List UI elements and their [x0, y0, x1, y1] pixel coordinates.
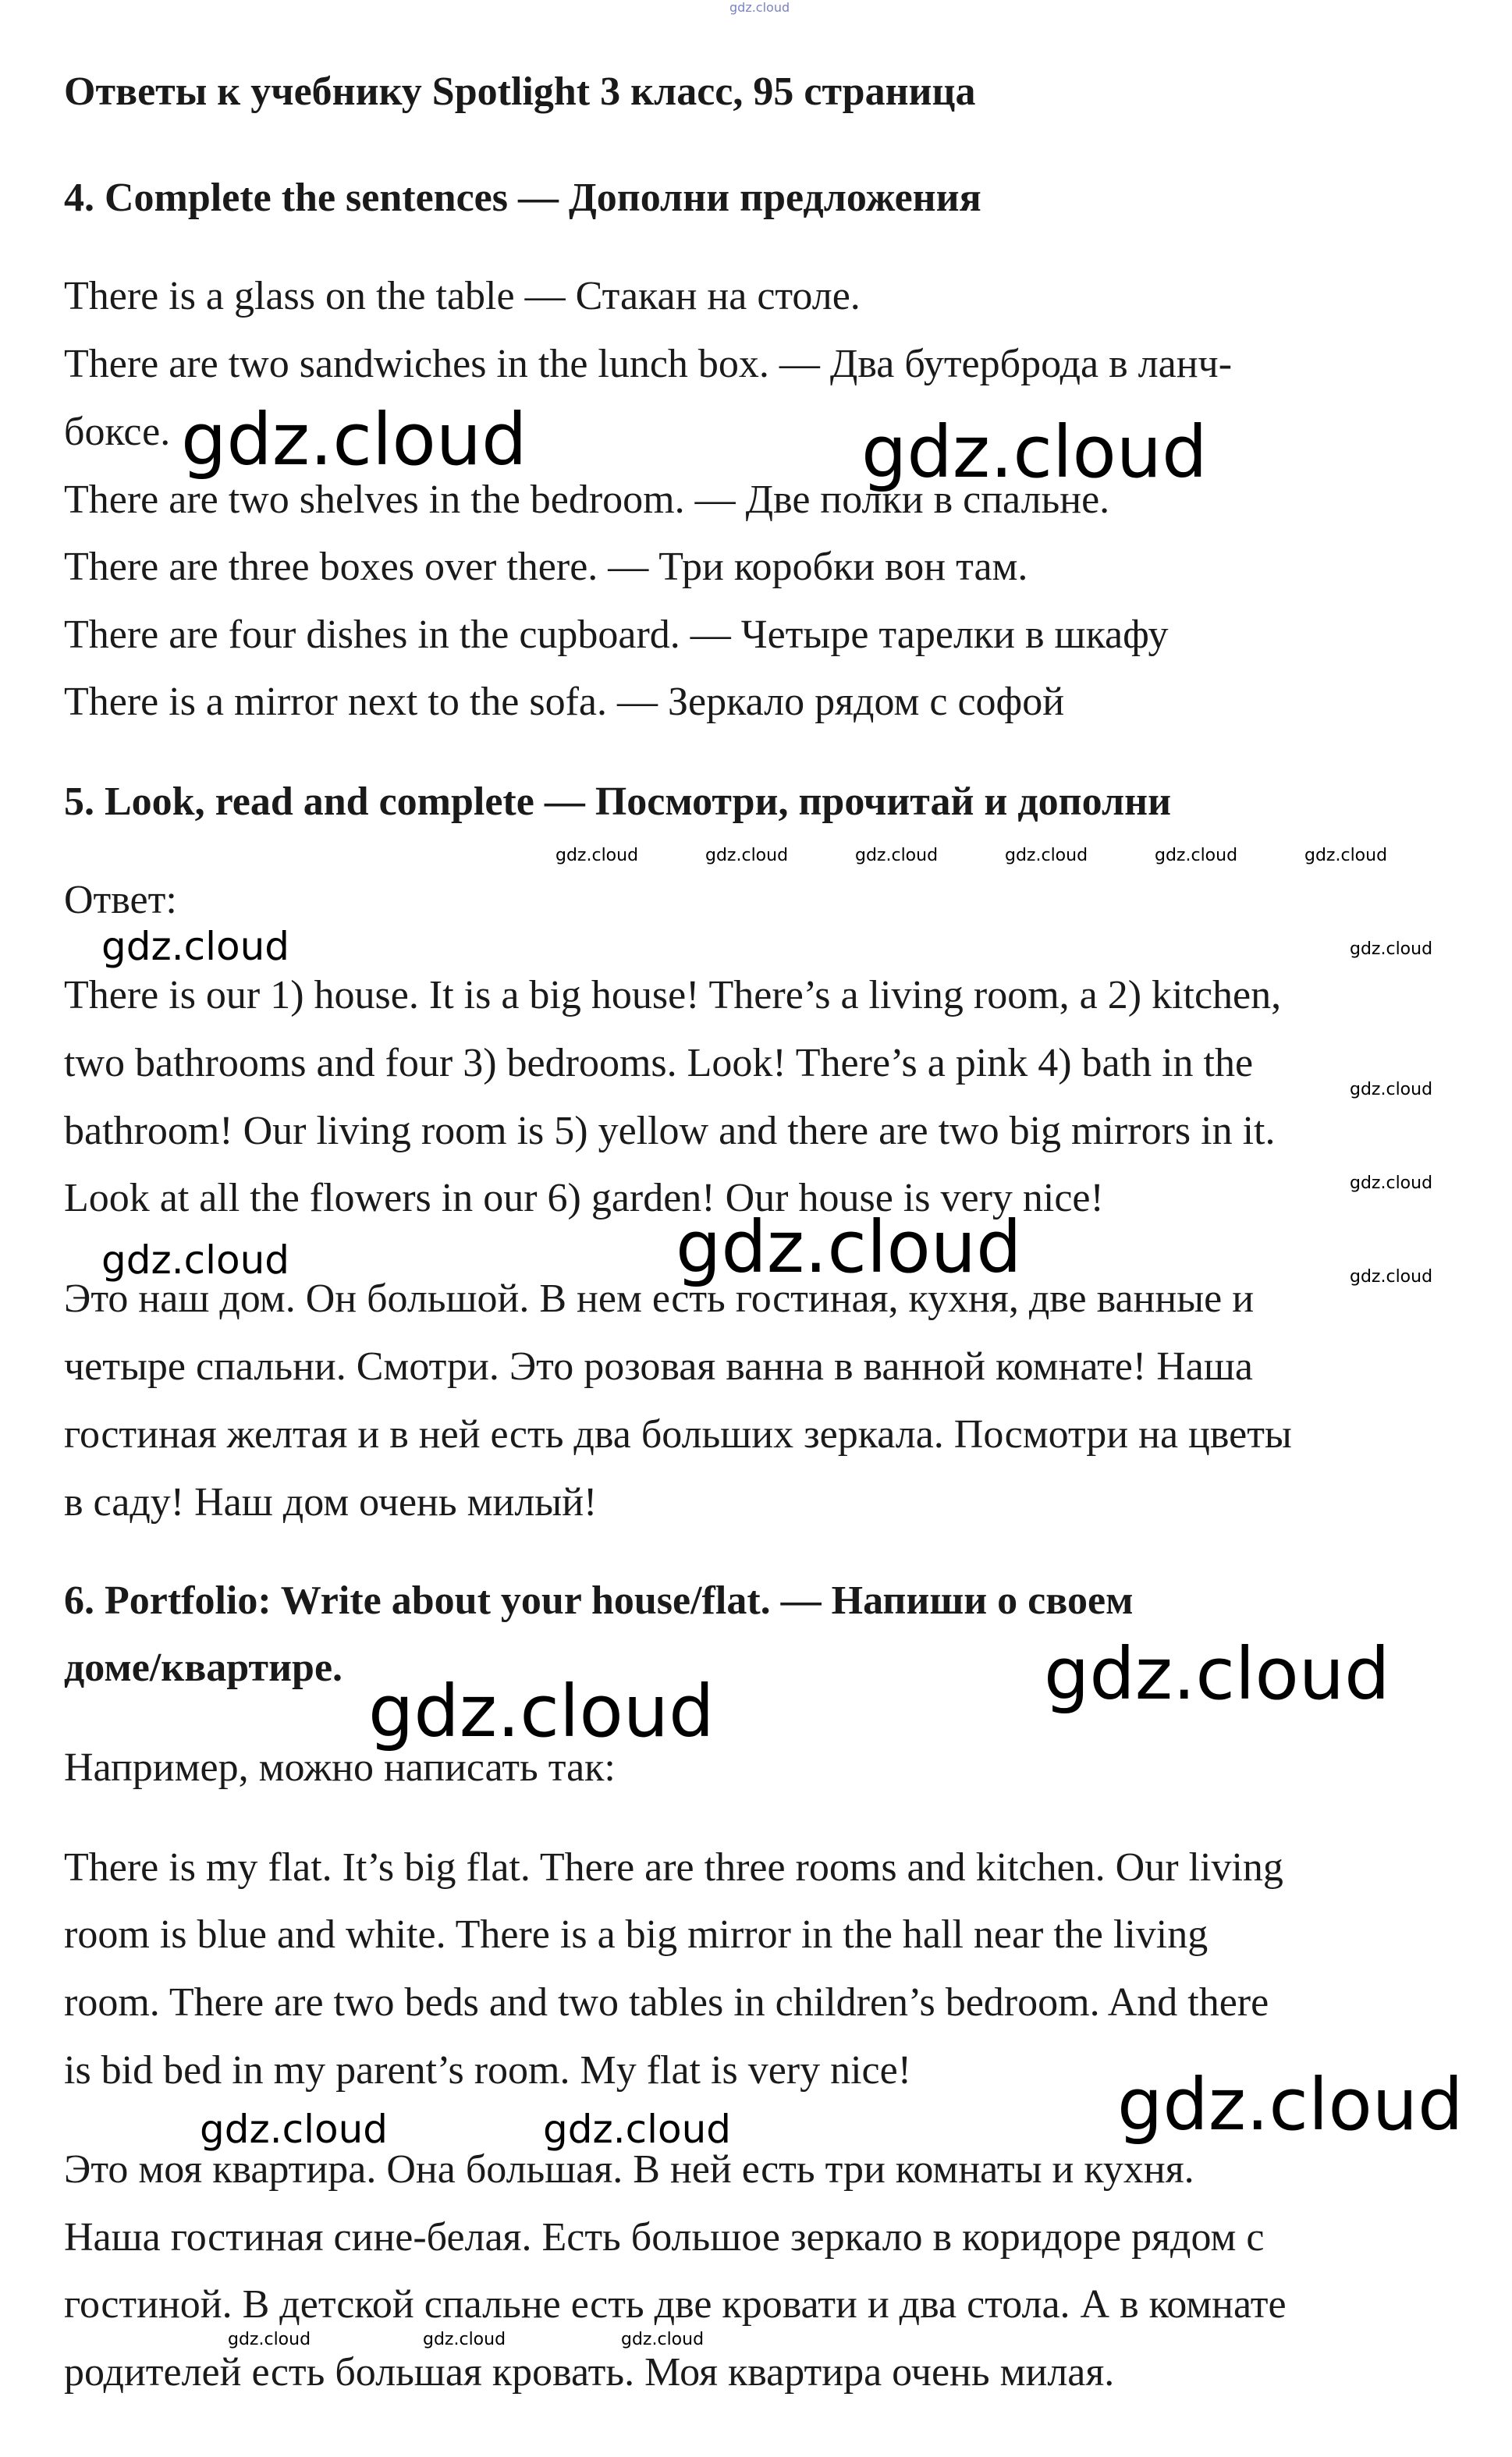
section-4-line: There are two shelves in the bedroom. — Две полки в спальне. [64, 478, 1110, 522]
section-6-heading: доме/квартире. [64, 1646, 343, 1690]
watermark-medium: gdz.cloud [101, 1237, 290, 1283]
watermark-medium: gdz.cloud [101, 924, 290, 969]
watermark-small: gdz.cloud [855, 846, 939, 865]
page-title: Ответы к учебнику Spotlight 3 класс, 95 страница [64, 69, 976, 114]
section-6-english-line: room. There are two beds and two tables in children’s bedroom. And there [64, 1980, 1269, 2025]
watermark-small: gdz.cloud [1350, 939, 1433, 959]
watermark-medium: gdz.cloud [200, 2107, 389, 2152]
example-label: Например, можно написать так: [64, 1745, 616, 1790]
watermark-small: gdz.cloud [423, 2330, 506, 2349]
watermark-medium: gdz.cloud [543, 2107, 732, 2152]
watermark-small: gdz.cloud [1350, 1080, 1433, 1099]
watermark-big: gdz.cloud [181, 398, 527, 481]
section-5-english-line: two bathrooms and four 3) bedrooms. Look! There’s a pink 4) bath in the [64, 1041, 1254, 1085]
section-6-russian-line: родителей есть большая кровать. Моя квартира очень милая. [64, 2350, 1115, 2395]
section-4-line: There are three boxes over there. — Три коробки вон там. [64, 545, 1028, 589]
answer-label: Ответ: [64, 878, 177, 922]
watermark-small: gdz.cloud [1005, 846, 1088, 865]
section-5-russian-line: четыре спальни. Смотри. Это розовая ванна в ванной комнате! Наша [64, 1344, 1253, 1389]
watermark-small: gdz.cloud [705, 846, 789, 865]
section-6-russian-line: Это моя квартира. Она большая. В ней есть три комнаты и кухня. [64, 2147, 1194, 2192]
section-5-russian-line: гостиная желтая и в ней есть два больших зеркала. Посмотри на цветы [64, 1412, 1292, 1457]
section-4-line: There is a mirror next to the sofa. — Зеркало рядом с софой [64, 680, 1065, 724]
watermark-big: gdz.cloud [1044, 1632, 1390, 1716]
section-5-russian-line: Это наш дом. Он большой. В нем есть гостиная, кухня, две ванные и [64, 1276, 1255, 1321]
section-4-line: There are two sandwiches in the lunch box. — Два бутерброда в ланч- [64, 342, 1233, 386]
section-4-heading: 4. Complete the sentences — Дополни предложения [64, 176, 981, 220]
watermark-top: gdz.cloud [729, 0, 790, 15]
watermark-small: gdz.cloud [621, 2330, 705, 2349]
section-6-heading: 6. Portfolio: Write about your house/flat. — Напиши о своем [64, 1578, 1134, 1623]
section-5-english-line: bathroom! Our living room is 5) yellow and there are two big mirrors in it. [64, 1109, 1276, 1153]
watermark-big: gdz.cloud [861, 410, 1208, 494]
section-6-russian-line: Наша гостиная сине-белая. Есть большое зеркало в коридоре рядом с [64, 2215, 1265, 2260]
section-5-russian-line: в саду! Наш дом очень милый! [64, 1480, 598, 1525]
watermark-small: gdz.cloud [1304, 846, 1388, 865]
watermark-big: gdz.cloud [368, 1670, 715, 1753]
section-5-heading: 5. Look, read and complete — Посмотри, прочитай и дополни [64, 779, 1172, 824]
section-4-line: There are four dishes in the cupboard. — Четыре тарелки в шкафу [64, 612, 1169, 657]
watermark-small: gdz.cloud [1350, 1267, 1433, 1287]
watermark-small: gdz.cloud [1155, 846, 1238, 865]
section-6-english-line: is bid bed in my parent’s room. My flat is very nice! [64, 2048, 912, 2093]
watermark-small: gdz.cloud [1350, 1173, 1433, 1193]
watermark-big: gdz.cloud [1117, 2063, 1464, 2146]
section-6-english-line: room is blue and white. There is a big mirror in the hall near the living [64, 1912, 1209, 1957]
watermark-big: gdz.cloud [676, 1205, 1022, 1289]
section-4-line: боксе. [64, 410, 171, 454]
watermark-small: gdz.cloud [555, 846, 639, 865]
watermark-small: gdz.cloud [228, 2330, 311, 2349]
section-5-english-line: There is our 1) house. It is a big house! There’s a living room, a 2) kitchen, [64, 973, 1282, 1017]
section-5-english-line: Look at all the flowers in our 6) garden! Our house is very nice! [64, 1176, 1104, 1220]
section-6-english-line: There is my flat. It’s big flat. There are three rooms and kitchen. Our living [64, 1845, 1283, 1890]
section-4-line: There is a glass on the table — Стакан на столе. [64, 274, 861, 318]
section-6-russian-line: гостиной. В детской спальне есть две кровати и два стола. А в комнате [64, 2282, 1287, 2327]
